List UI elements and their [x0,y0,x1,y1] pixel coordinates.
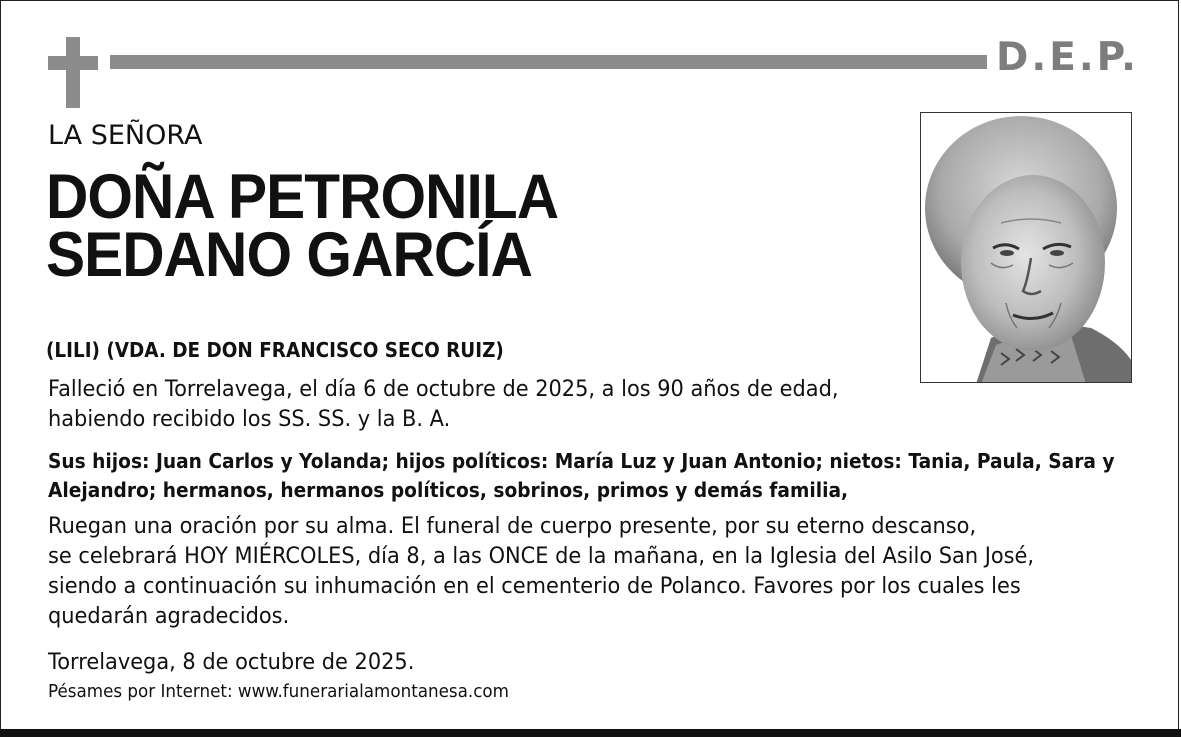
family-line: Sus hijos: Juan Carlos y Yolanda; hijos políticos: María Luz y Juan Antonio; nietos: Tania, Paula, Sara y [48,449,1115,473]
request-line: quedarán agradecidos. [48,604,290,629]
portrait-photo-icon [921,113,1132,383]
cross-icon-horizontal [48,56,98,70]
dep-label: D.E.P. [996,35,1139,80]
honorific: LA SEÑORA [48,120,203,151]
family-line: Alejandro; hermanos, hermanos políticos, sobrinos, primos y demás familia, [48,478,849,502]
condolences-line: Pésames por Internet: www.funerarialamontanesa.com [48,681,509,702]
funeral-request [48,512,1034,632]
name-line-1: DOÑA PETRONILA [46,162,559,232]
family-list [48,447,1115,505]
death-notice-line: Falleció en Torrelavega, el día 6 de octubre de 2025, a los 90 años de edad, [48,377,839,402]
request-line: se celebrará HOY MIÉRCOLES, día 8, a las ONCE de la mañana, en la Iglesia del Asilo San José, [48,544,1035,569]
header-rule [110,55,987,69]
portrait-photo [920,112,1132,383]
place-date: Torrelavega, 8 de octubre de 2025. [48,650,415,675]
request-line: siendo a continuación su inhumación en el cementerio de Polanco. Favores por los cuales les [48,574,1021,599]
death-notice-line: habiendo recibido los SS. SS. y la B. A. [48,407,451,432]
deceased-name [46,162,559,290]
cross-icon-vertical [66,37,80,108]
name-line-2: SEDANO GARCÍA [46,220,532,290]
nickname-line: (LILI) (VDA. DE DON FRANCISCO SECO RUIZ) [46,338,504,362]
bottom-bar [0,729,1181,737]
request-line: Ruegan una oración por su alma. El funeral de cuerpo presente, por su eterno descanso, [48,514,977,539]
death-notice [48,375,838,435]
